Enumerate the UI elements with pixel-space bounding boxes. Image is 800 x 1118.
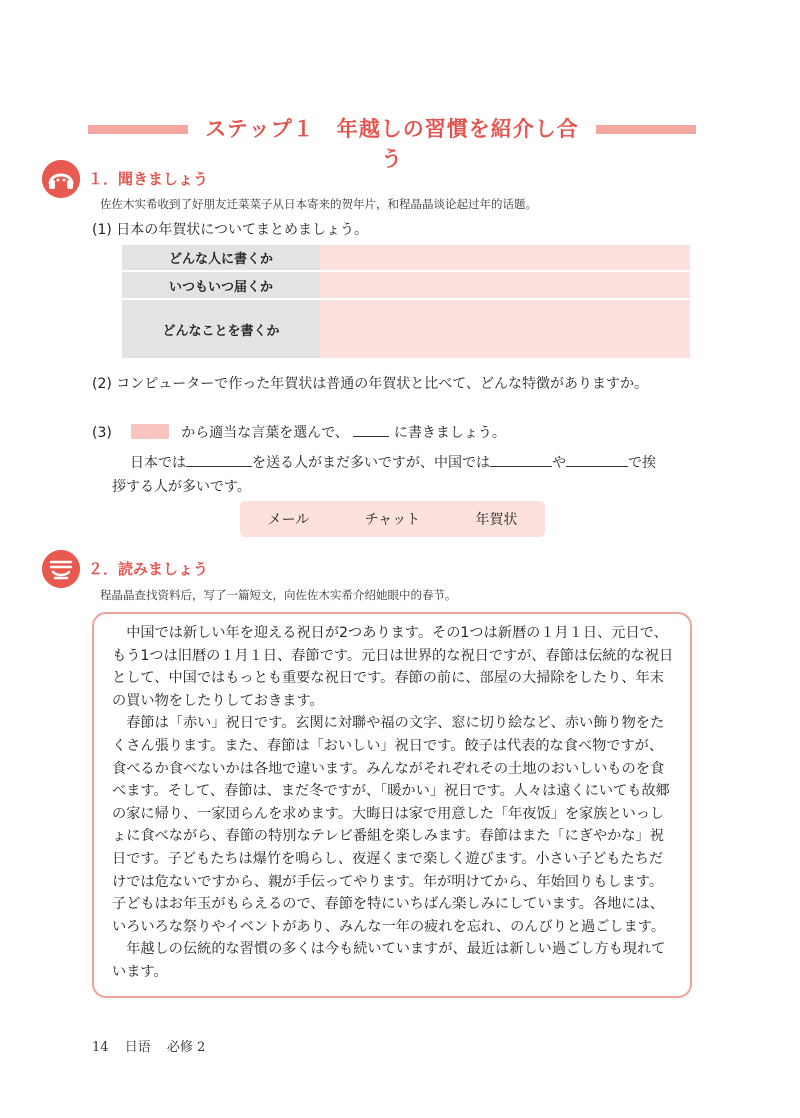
section-1-header: [42, 160, 442, 200]
fill-sentence-line-2: 拶する人が多いです。: [112, 479, 251, 495]
passage-paragraph: 年越しの伝統的な習慣の多くは今も続いていますが、最近は新しい過ごし方も現れています。: [112, 941, 666, 980]
answer-cell[interactable]: [320, 271, 690, 299]
table-label: どんな人に書くか: [122, 245, 320, 271]
book-volume: 必修 2: [166, 1040, 206, 1055]
passage-paragraph: 春節は「赤い」祝日です。玄関に対聯や福の文字、窓に切り絵など、赤い飾り物をたくさん張ります。また、春節は「おいしい」祝日です。餃子は代表的な食べ物ですが、食べるか食べないかは各地で違います。みんながそれぞれその土地のおいしいものを食べます。そして、春節は、まだ冬ですが、「暖かい」祝日です。人々は遠くにいても故郷の家に帰り、一家団らんを求めます。大晦日は家で用意した「年夜饭」を家族といっしょに食べながら、春節の特別なテレビ番組を楽しみます。春節はまた「にぎやかな」祝日です。子どもたちは爆竹を鳴らし、夜遅くまで楽しく遊びます。小さい子どもたちだけでは危ないですから、親が手伝ってやります。年が明けてから、年始回りもします。子どもはお年玉がもらえるので、春節を特にいちばん楽しみにしています。各地には、いろいろな祭りやイベントがあり、みんな一年の疲れを忘れ、のんびりと過ごします。: [112, 715, 670, 935]
page-number: 14: [92, 1040, 109, 1055]
table-row: [122, 299, 690, 359]
table-row: [122, 271, 690, 299]
question-3-number: (3): [92, 425, 112, 441]
step-title: [88, 113, 696, 171]
page-title: ステップ１ 年越しの習慣を紹介し合う: [205, 116, 579, 171]
fill-text-a: 日本では: [130, 455, 186, 471]
fill-blank-1[interactable]: [186, 466, 252, 467]
choice-box-marker: [131, 424, 169, 439]
table-label: どんなことを書くか: [122, 299, 320, 359]
question-3-text-b: に書きましょう。: [393, 425, 506, 441]
choice-word[interactable]: メール: [267, 512, 310, 528]
listening-icon: [42, 160, 80, 198]
blank-example: [353, 436, 389, 437]
fill-blank-3[interactable]: [566, 466, 628, 467]
question-3: [92, 422, 506, 442]
question-1: (1) 日本の年賀状についてまとめましょう。: [92, 222, 369, 238]
answer-cell[interactable]: [320, 299, 690, 359]
word-choices: [240, 501, 545, 537]
new-year-card-table: [122, 245, 690, 360]
question-3-text-a: から適当な言葉を選んで、: [181, 425, 349, 441]
fill-sentence-line-1: [130, 452, 656, 472]
reading-icon: [42, 550, 80, 588]
passage-paragraph: 中国では新しい年を迎える祝日が2つあります。その1つは新暦の１月１日、元日で、もう1つは旧暦の１月１日、春節です。元日は世界的な祝日ですが、春節は伝統的な祝日として、中国ではもっとも重要な祝日です。春節の前に、部屋の大掃除をしたり、年末の買い物をしたりしておきます。: [112, 625, 674, 709]
book-title: 日语: [124, 1040, 151, 1055]
choice-word[interactable]: 年賀状: [475, 512, 518, 528]
section-2-note: 程晶晶查找资料后，写了一篇短文，向佐佐木实希介绍她眼中的春节。: [100, 588, 457, 602]
question-2: (2) コンピューターで作った年賀状は普通の年賀状と比べて、どんな特徴がありますか。: [92, 376, 648, 392]
fill-text-d: で挨: [628, 455, 656, 471]
section-1-title: １．聞きましょう: [88, 170, 209, 188]
fill-text-c: や: [552, 455, 566, 471]
fill-text-b: を送る人がまだ多いですが、中国では: [252, 455, 490, 471]
answer-cell[interactable]: [320, 245, 690, 271]
reading-passage: [92, 612, 692, 998]
choice-word[interactable]: チャット: [364, 512, 421, 528]
title-bar-left: [88, 125, 188, 134]
title-bar-right: [596, 125, 696, 134]
table-row: [122, 245, 690, 271]
table-label: いつもいつ届くか: [122, 271, 320, 299]
section-2-title: ２．読みましょう: [88, 560, 209, 578]
section-1-note: 佐佐木实希收到了好朋友迁菜菜子从日本寄来的贺年片，和程晶晶谈论起过年的话题。: [100, 197, 537, 211]
page-footer: [92, 1036, 217, 1055]
section-2-header: [42, 550, 442, 590]
fill-blank-2[interactable]: [490, 466, 552, 467]
